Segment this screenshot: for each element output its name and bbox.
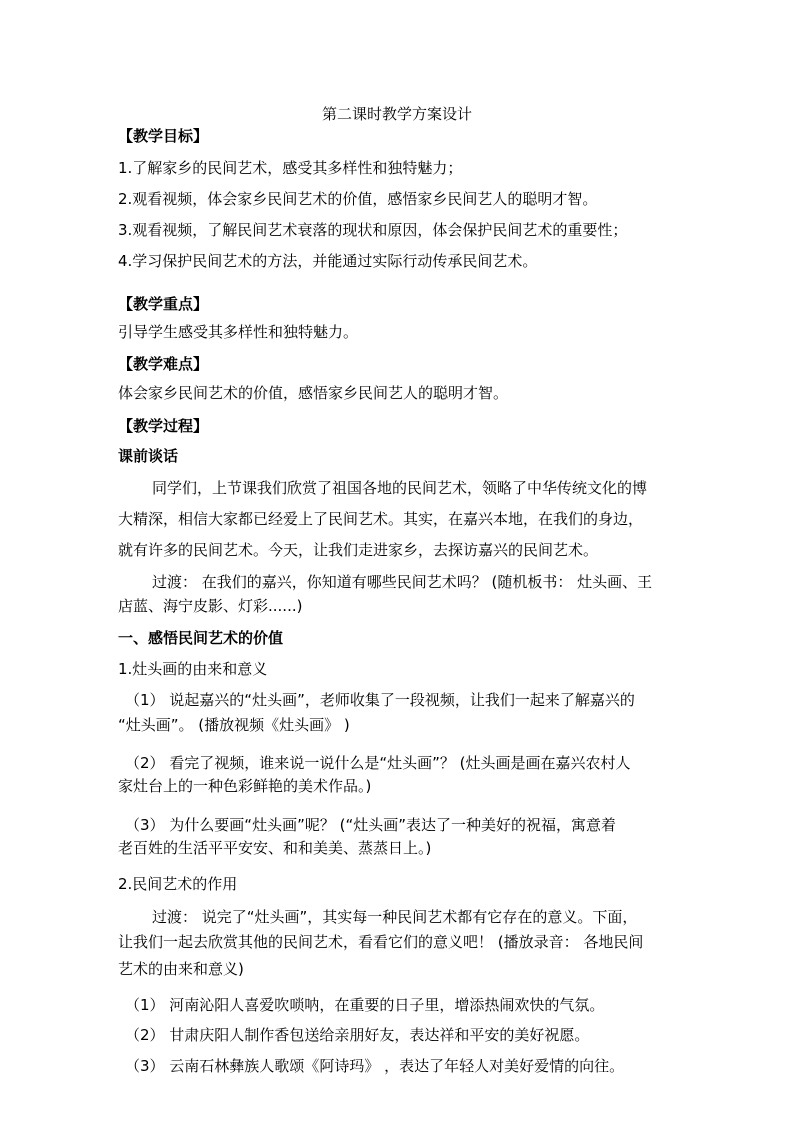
pre-talk-heading: 课前谈话 xyxy=(118,447,179,465)
transition2-line-2: 让我们一起去欣赏其他的民间艺术，看看它们的意义吧！ (播放录音： 各地民间 xyxy=(118,933,644,951)
question-1-line-1: （1） 说起嘉兴的“灶头画”，老师收集了一段视频，让我们一起来了解嘉兴的 xyxy=(125,691,635,709)
goal-item-2: 2.观看视频，体会家乡民间艺术的价值，感悟家乡民间艺人的聪明才智。 xyxy=(118,190,598,208)
key-heading: 【教学重点】 xyxy=(118,295,209,313)
goal-item-1: 1.了解家乡的民间艺术，感受其多样性和独特魅力； xyxy=(118,159,463,177)
list-item-2: （2） 甘肃庆阳人制作香包送给亲朋好友，表达祥和平安的美好祝愿。 xyxy=(125,1026,590,1044)
process-heading: 【教学过程】 xyxy=(118,417,209,435)
transition2-line-3: 艺术的由来和意义) xyxy=(118,960,244,978)
page-title: 第二课时教学方案设计 xyxy=(321,105,472,123)
pre-talk-line-2: 大精深，相信大家都已经爱上了民间艺术。其实，在嘉兴本地，在我们的身边， xyxy=(118,510,644,528)
question-1-line-2: “灶头画”。 (播放视频《灶头画》 ) xyxy=(118,716,350,734)
question-2-line-1: （2） 看完了视频，谁来说一说什么是“灶头画”？ (灶头画是画在嘉兴农村人 xyxy=(125,754,631,772)
question-3-line-1: （3） 为什么要画“灶头画”呢？ (“灶头画”表达了一种美好的祝福，寓意着 xyxy=(125,816,617,834)
key-text: 引导学生感受其多样性和独特魅力。 xyxy=(118,323,359,341)
goal-item-3: 3.观看视频，了解民间艺术衰落的现状和原因，体会保护民间艺术的重要性； xyxy=(118,221,628,239)
goal-item-4: 4.学习保护民间艺术的方法，并能通过实际行动传承民间艺术。 xyxy=(118,252,538,270)
transition1-line-2: 店蓝、海宁皮影、灯彩......) xyxy=(118,597,303,615)
difficulty-text: 体会家乡民间艺术的价值，感悟家乡民间艺人的聪明才智。 xyxy=(118,384,509,402)
question-3-line-2: 老百姓的生活平平安安、和和美美、蒸蒸日上。) xyxy=(118,839,432,857)
difficulty-heading: 【教学难点】 xyxy=(118,355,209,373)
list-item-1: （1） 河南沁阳人喜爱吹唢呐，在重要的日子里，增添热闹欢快的气氛。 xyxy=(125,996,605,1014)
pre-talk-line-1: 同学们，上节课我们欣赏了祖国各地的民间艺术，领略了中华传统文化的博 xyxy=(152,479,648,497)
goals-heading: 【教学目标】 xyxy=(118,127,209,145)
sub2-heading: 2.民间艺术的作用 xyxy=(118,875,238,893)
question-2-line-2: 家灶台上的一种色彩鲜艳的美术作品。) xyxy=(118,777,372,795)
list-item-3: （3） 云南石林彝族人歌颂《阿诗玛》 ，表达了年轻人对美好爱情的向往。 xyxy=(125,1057,625,1075)
transition1-line-1: 过渡： 在我们的嘉兴，你知道有哪些民间艺术吗？ (随机板书： 灶头画、王 xyxy=(152,573,653,591)
section1-heading: 一、感悟民间艺术的价值 xyxy=(118,629,284,647)
pre-talk-line-3: 就有许多的民间艺术。今天，让我们走进家乡，去探访嘉兴的民间艺术。 xyxy=(118,541,599,559)
transition2-line-1: 过渡： 说完了“灶头画”，其实每一种民间艺术都有它存在的意义。下面， xyxy=(152,908,638,926)
sub1-heading: 1.灶头画的由来和意义 xyxy=(118,660,268,678)
